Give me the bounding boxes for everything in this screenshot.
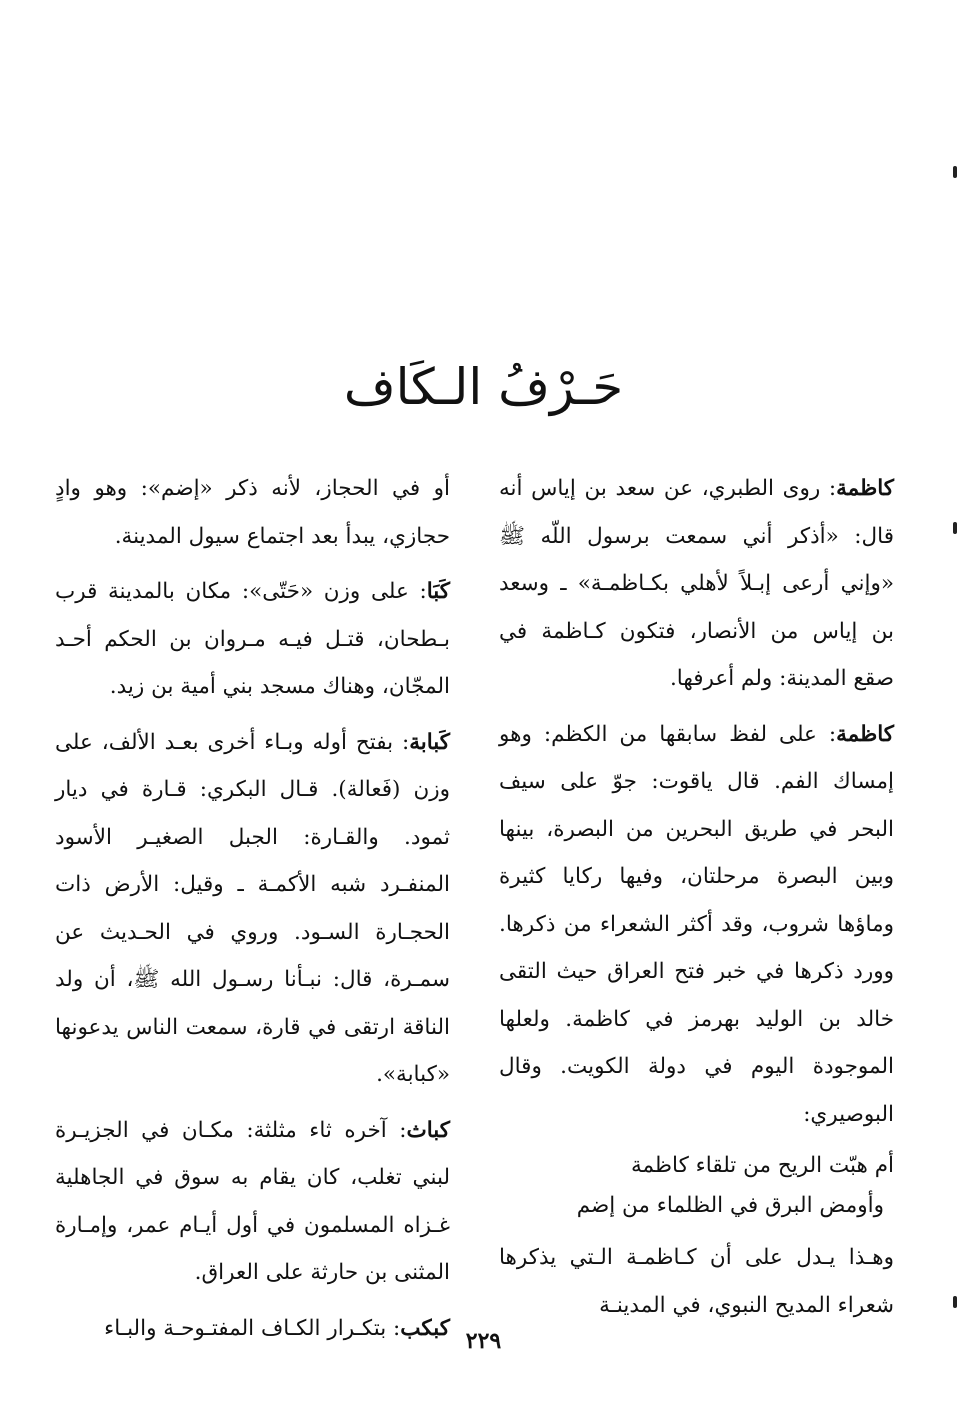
margin-mark [953,522,957,534]
margin-mark [953,166,957,178]
entry [55,568,450,711]
entry [55,719,450,1099]
entry-definition: : آخره ثاء مثلثة: مكـان في الجزيـرة لبني تغلب، كان يقام به سوق في الجاهلية غـزاه المسلمون في أول أيـام عمر، وإمـارة المثنى بن حارثة على العراق. [55,1117,450,1285]
entry [499,465,894,703]
entry-definition: : بتكـرار الكـاف المفتـوحـة والبـاء [104,1315,401,1341]
entry-definition: : على وزن «حَتّى»: مكان بالمدينة قرب بـطحان، قتـل فيـه مـروان بن الحكم أحـد المجّان، وهناك مسجد بني أمية بن زيد. [55,579,450,699]
entry-headword: كَبَا [426,579,450,604]
right-column [499,465,894,1337]
entry-definition: : بفتح أوله وبـاء أخرى بعـد الألف، على وزن (فَعالة). قـال البكري: قـارة في ديار ثمود. والقـارة: الجبل الصغيـر الأسود المنفـرد شبه الأكمـة ـ وقيل: الأرض ذات الحجـارة السـود. وروي في الحـديث عن سمـرة، قال: نبـأنا رسـول الله ﷺ، أن ولد الناقة ارتقى في قارة، سمعت الناس يدعونها «كبابة». [55,729,450,1087]
verse-line-2: وأومض البرق في الظلماء من إضم [576,1193,884,1218]
entry-headword: كاظمة [836,721,894,747]
chapter-title: حَـرْفُ الـكَاف [343,358,624,416]
poetry-verse [499,1146,894,1226]
entry-headword: كباث [406,1117,450,1143]
margin-mark [953,1296,957,1308]
closing-paragraph: وهـذا يـدل على أن كـاظمـة الـتي يذكرها شعراء المديح النبوي، في المدينـة [499,1245,894,1318]
entry-headword: كاظمة [836,476,894,501]
entry-headword: كبكب [400,1315,450,1341]
verse-line-1: أم هبّت الريح من تلقاء كاظمة [630,1153,894,1178]
entry-definition: : على لفظ سابقها من الكظم: وهو إمساك الفم. قال ياقوت: جوّ على سيف البحر في طريق البحرين من البصرة، بينها وبين البصرة مرحلتان، وفيها ركايا كثيرة وماؤها شروب، وقد أكثر الشعراء من ذكرها. وورد ذكرها في خبر فتح العراق حيث التقى خالد بن الوليد بهرمز في كاظمة. ولعلها الموجودة اليوم في دولة الكويت. وقال البوصيري: [499,721,894,1127]
entry-definition: : روى الطبري، عن سعد بن إياس أنه قال: «أذكر أني سمعت برسول اللّه ﷺ «وإني أرعى إبـلاً لأهلي بكـاظمـة» ـ وسعد بن إياس من الأنصار، فتكون كـاظمة في صقع المدينة: ولم أعرفها. [499,476,894,691]
page-number: ٢٢٩ [465,1328,502,1354]
entry [499,711,894,1139]
entry [55,1107,450,1297]
continuation-paragraph: أو في الحجاز، لأنه ذكر «إضم»: وهو وادٍ حجازي، يبدأ بعد اجتماع سيول المدينة. [55,476,450,549]
left-column [55,465,450,1360]
entry-headword: كَبابة [409,729,450,755]
